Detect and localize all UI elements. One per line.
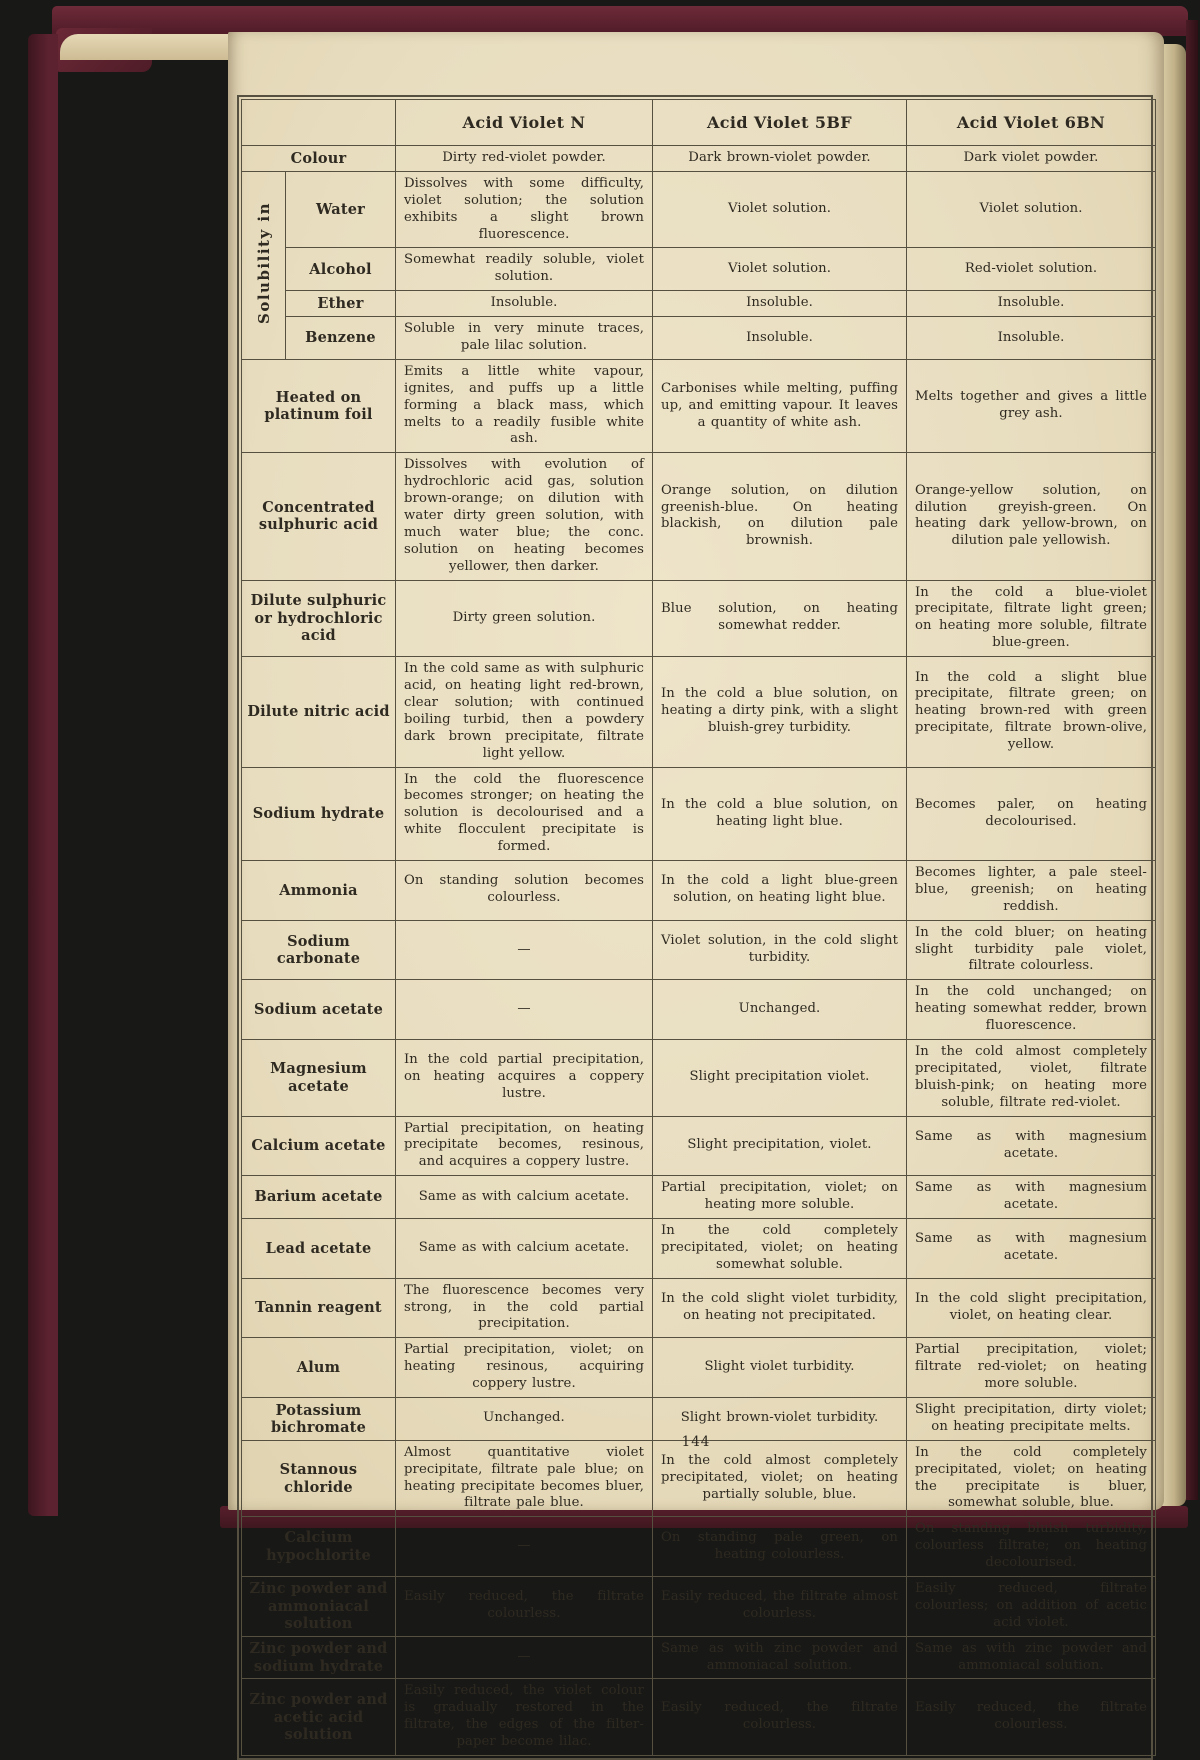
cell: —: [396, 1517, 653, 1577]
cell: Dissolves with evolution of hydrochloric acid gas, solution brown-orange; on dilution with water dirty green solution, with much water blue; the conc. solution on heating becomes yellower, then darker.: [396, 453, 653, 580]
table-row: [242, 1440, 1156, 1517]
cell: —: [396, 920, 653, 980]
cell: Same as with magnesium acetate.: [907, 1176, 1156, 1219]
row-label: Colour: [242, 146, 396, 172]
table-row: [242, 317, 1156, 360]
row-label: Stannous chloride: [242, 1440, 396, 1517]
cell: Slight precipitation violet.: [653, 1039, 907, 1116]
table-row: [242, 248, 1156, 291]
cell: Easily reduced, the violet colour is gradually restored in the filtrate, the edges of the filter-paper become lilac.: [396, 1679, 653, 1756]
corner-cell: [242, 100, 396, 146]
table-row: [242, 1039, 1156, 1116]
cell: Partial precipitation, violet; filtrate red-violet; on heating more soluble.: [907, 1338, 1156, 1398]
cell: —: [396, 1636, 653, 1679]
cell: Same as with calcium acetate.: [396, 1176, 653, 1219]
cell: Violet solution, in the cold slight turbidity.: [653, 920, 907, 980]
table-row: [242, 1338, 1156, 1398]
cell: Emits a little white vapour, ignites, and puffs up a little forming a black mass, which melts to a readily fusible white ash.: [396, 359, 653, 452]
table-row: [242, 1218, 1156, 1278]
table-row: [242, 171, 1156, 248]
book-cover-right-edge: [1186, 20, 1198, 1500]
cell: Dirty red-violet powder.: [396, 146, 653, 172]
cell: Same as with zinc powder and ammoniacal solution.: [907, 1636, 1156, 1679]
cell: In the cold a light blue-green solution, on heating light blue.: [653, 860, 907, 920]
cell: Unchanged.: [396, 1398, 653, 1441]
cell: In the cold a slight blue precipitate, filtrate green; on heating brown-red with green precipitate, filtrate brown-olive, yellow.: [907, 657, 1156, 767]
cell: Blue solution, on heating somewhat redder.: [653, 580, 907, 657]
cell: Partial precipitation, violet; on heating more soluble.: [653, 1176, 907, 1219]
cell: Orange-yellow solution, on dilution greyish-green. On heating dark yellow-brown, on dilution pale yellowish.: [907, 453, 1156, 580]
row-label: Alum: [242, 1338, 396, 1398]
row-label: Zinc powder and ammoniacal solution: [242, 1577, 396, 1637]
cell: Easily reduced, the filtrate colourless.: [653, 1679, 907, 1756]
cell: In the cold a blue-violet precipitate, filtrate light green; on heating more soluble, filtrate blue-green.: [907, 580, 1156, 657]
cell: On standing pale green, on heating colourless.: [653, 1517, 907, 1577]
row-label: Zinc powder and sodium hydrate: [242, 1636, 396, 1679]
cell: Violet solution.: [653, 248, 907, 291]
row-label: Zinc powder and acetic acid solution: [242, 1679, 396, 1756]
cell: In the cold unchanged; on heating somewhat redder, brown fluorescence.: [907, 980, 1156, 1040]
table-row: [242, 580, 1156, 657]
cell: Unchanged.: [653, 980, 907, 1040]
cell: In the cold slight violet turbidity, on heating not precipitated.: [653, 1278, 907, 1338]
cell: Becomes lighter, a pale steel-blue, greenish; on heating reddish.: [907, 860, 1156, 920]
table-row: [242, 767, 1156, 860]
table-row: [242, 1679, 1156, 1756]
row-label: Calcium hypochlorite: [242, 1517, 396, 1577]
page-number: 144: [681, 1434, 711, 1450]
row-label: Barium acetate: [242, 1176, 396, 1219]
row-label: Lead acetate: [242, 1218, 396, 1278]
table-row: [242, 359, 1156, 452]
row-label: Alcohol: [286, 248, 396, 291]
solubility-group-cell: [242, 171, 286, 359]
cell: Same as with zinc powder and ammoniacal solution.: [653, 1636, 907, 1679]
cell: Dissolves with some difficulty, violet solution; the solution exhibits a slight brown fluorescence.: [396, 171, 653, 248]
cell: In the cold bluer; on heating slight turbidity pale violet, filtrate colourless.: [907, 920, 1156, 980]
cell: In the cold partial precipitation, on heating acquires a coppery lustre.: [396, 1039, 653, 1116]
cell: Dark violet powder.: [907, 146, 1156, 172]
table-row: [242, 1278, 1156, 1338]
cell: In the cold a blue solution, on heating a dirty pink, with a slight bluish-grey turbidity.: [653, 657, 907, 767]
row-label: Sodium carbonate: [242, 920, 396, 980]
dye-reactions-table: [241, 99, 1156, 1756]
column-header-acid-violet-6bn: Acid Violet 6BN: [907, 100, 1156, 146]
table-row: [242, 453, 1156, 580]
cell: Insoluble.: [653, 291, 907, 317]
solubility-group-label: Solubility in: [254, 202, 273, 325]
row-label: Potassium bichromate: [242, 1398, 396, 1441]
book-page: [228, 32, 1164, 1750]
row-label: Magnesium acetate: [242, 1039, 396, 1116]
cell: Melts together and gives a little grey ash.: [907, 359, 1156, 452]
column-header-acid-violet-5bf: Acid Violet 5BF: [653, 100, 907, 146]
table-row: [242, 860, 1156, 920]
cell: In the cold the fluorescence becomes stronger; on heating the solution is decolourised and a white flocculent precipitate is formed.: [396, 767, 653, 860]
row-label: Tannin reagent: [242, 1278, 396, 1338]
cell: Red-violet solution.: [907, 248, 1156, 291]
cell: The fluorescence becomes very strong, in the cold partial precipitation.: [396, 1278, 653, 1338]
cell: —: [396, 980, 653, 1040]
cell: Violet solution.: [907, 171, 1156, 248]
cell: Violet solution.: [653, 171, 907, 248]
table-row: [242, 980, 1156, 1040]
cell: Orange solution, on dilution greenish-blue. On heating blackish, on dilution pale brownish.: [653, 453, 907, 580]
cell: Same as with magnesium acetate.: [907, 1218, 1156, 1278]
cell: Insoluble.: [653, 317, 907, 360]
row-label: Dilute sulphuric or hydrochloric acid: [242, 580, 396, 657]
cell: In the cold almost completely precipitated, violet; on heating partially soluble, blue.: [653, 1440, 907, 1517]
row-label: Benzene: [286, 317, 396, 360]
cell: Easily reduced, the filtrate colourless.: [396, 1577, 653, 1637]
cell: Easily reduced, filtrate colourless; on addition of acetic acid violet.: [907, 1577, 1156, 1637]
row-label: Calcium acetate: [242, 1116, 396, 1176]
table-row: [242, 1636, 1156, 1679]
row-label: Sodium hydrate: [242, 767, 396, 860]
cell: Somewhat readily soluble, violet solution.: [396, 248, 653, 291]
cell: Carbonises while melting, puffing up, and emitting vapour. It leaves a quantity of white ash.: [653, 359, 907, 452]
row-label: Heated on platinum foil: [242, 359, 396, 452]
cell: Almost quantitative violet precipitate, filtrate pale blue; on heating precipitate becomes bluer, filtrate pale blue.: [396, 1440, 653, 1517]
cell: Slight brown-violet turbidity.: [653, 1398, 907, 1441]
table-row: [242, 146, 1156, 172]
cell: In the cold slight precipitation, violet, on heating clear.: [907, 1278, 1156, 1338]
cell: Soluble in very minute traces, pale lilac solution.: [396, 317, 653, 360]
cell: In the cold almost completely precipitated, violet, filtrate bluish-pink; on heating more soluble, filtrate red-violet.: [907, 1039, 1156, 1116]
cell: Becomes paler, on heating decolourised.: [907, 767, 1156, 860]
cell: In the cold completely precipitated, violet; on heating somewhat soluble.: [653, 1218, 907, 1278]
row-label: Ammonia: [242, 860, 396, 920]
column-header-acid-violet-n: Acid Violet N: [396, 100, 653, 146]
cell: Slight violet turbidity.: [653, 1338, 907, 1398]
table-row: [242, 657, 1156, 767]
cell: Same as with magnesium acetate.: [907, 1116, 1156, 1176]
cell: Insoluble.: [907, 317, 1156, 360]
cell: Easily reduced, the filtrate colourless.: [907, 1679, 1156, 1756]
table-row: [242, 1116, 1156, 1176]
table-row: [242, 1517, 1156, 1577]
header-row: [242, 100, 1156, 146]
table-row: [242, 1577, 1156, 1637]
cell: Easily reduced, the filtrate almost colourless.: [653, 1577, 907, 1637]
row-label: Dilute nitric acid: [242, 657, 396, 767]
table-row: [242, 291, 1156, 317]
cell: In the cold same as with sulphuric acid, on heating light red-brown, clear solution; with continued boiling turbid, then a powdery dark brown precipitate, filtrate light yellow.: [396, 657, 653, 767]
cell: Dirty green solution.: [396, 580, 653, 657]
cell: Partial precipitation, on heating precipitate becomes, resinous, and acquires a coppery lustre.: [396, 1116, 653, 1176]
cell: Partial precipitation, violet; on heating resinous, acquiring coppery lustre.: [396, 1338, 653, 1398]
cell: Same as with calcium acetate.: [396, 1218, 653, 1278]
row-label: Water: [286, 171, 396, 248]
cell: Dark brown-violet powder.: [653, 146, 907, 172]
cell: Slight precipitation, dirty violet; on heating precipitate melts.: [907, 1398, 1156, 1441]
row-label: Concentrated sulphuric acid: [242, 453, 396, 580]
cell: In the cold a blue solution, on heating light blue.: [653, 767, 907, 860]
cell: On standing bluish turbidity, colourless filtrate; on heating decolourised.: [907, 1517, 1156, 1577]
cell: On standing solution becomes colourless.: [396, 860, 653, 920]
page-stack-fore-edge: [54, 40, 230, 1512]
row-label: Ether: [286, 291, 396, 317]
table-row: [242, 1176, 1156, 1219]
results-table-body: [242, 146, 1156, 1756]
cell: Insoluble.: [396, 291, 653, 317]
dye-reactions-table-frame: [237, 95, 1153, 1760]
table-row: [242, 920, 1156, 980]
cell: In the cold completely precipitated, violet; on heating the precipitate is bluer, somewhat soluble, blue.: [907, 1440, 1156, 1517]
row-label: Sodium acetate: [242, 980, 396, 1040]
cell: Slight precipitation, violet.: [653, 1116, 907, 1176]
cell: Insoluble.: [907, 291, 1156, 317]
